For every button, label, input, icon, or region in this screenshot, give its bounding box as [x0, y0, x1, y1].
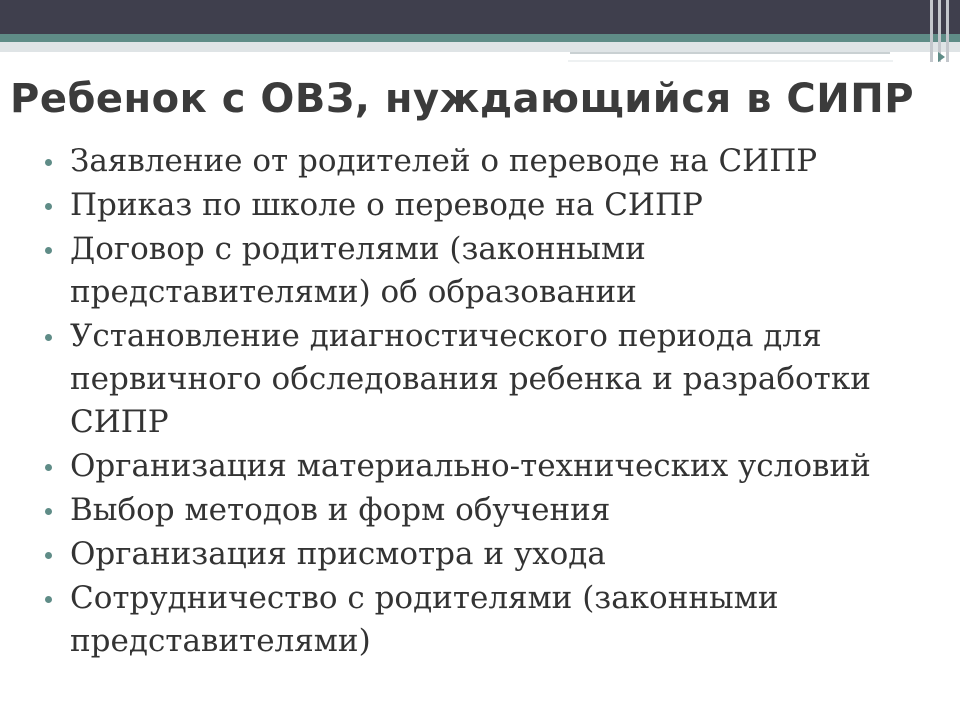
bullet-item: [42, 445, 942, 488]
bullet-item: [42, 184, 942, 227]
bullet-dot: [45, 464, 52, 471]
bullet-item: [42, 533, 942, 576]
bullet-item: [42, 228, 942, 314]
bullet-text: Выбор методов и форм обучения: [70, 492, 611, 528]
bullet-dot: [45, 596, 52, 603]
bullet-dot: [45, 552, 52, 559]
bullet-item: [42, 315, 942, 444]
bullet-text: Приказ по школе о переводе на СИПР: [70, 187, 703, 223]
bullet-list: [42, 140, 942, 664]
bullet-dot: [45, 159, 52, 166]
bullet-item: [42, 140, 942, 183]
header-band: [0, 0, 960, 34]
bullet-text: Сотрудничество с родителями (законными представителями): [70, 580, 779, 659]
slide-title: Ребенок с ОВЗ, нуждающийся в СИПР: [10, 76, 915, 122]
header-rule: [568, 60, 893, 62]
bullet-dot: [45, 334, 52, 341]
bullet-item: [42, 577, 942, 663]
header-light-stripe: [0, 42, 960, 52]
bullet-text: Организация присмотра и ухода: [70, 536, 606, 572]
next-slide-arrow-icon[interactable]: [938, 52, 945, 62]
bullet-dot: [45, 203, 52, 210]
bullet-dot: [45, 247, 52, 254]
decorative-line: [930, 0, 933, 62]
decorative-line: [946, 0, 949, 62]
bullet-text: Заявление от родителей о переводе на СИПР: [70, 143, 818, 179]
bullet-item: [42, 489, 942, 532]
header-accent-stripe: [0, 34, 960, 42]
bullet-text: Договор с родителями (законными представителями) об образовании: [70, 231, 646, 310]
bullet-dot: [45, 508, 52, 515]
bullet-text: Организация материально-технических условий: [70, 448, 871, 484]
bullet-text: Установление диагностического периода для первичного обследования ребенка и разработки СИПР: [70, 318, 871, 440]
header-rule: [570, 52, 890, 54]
